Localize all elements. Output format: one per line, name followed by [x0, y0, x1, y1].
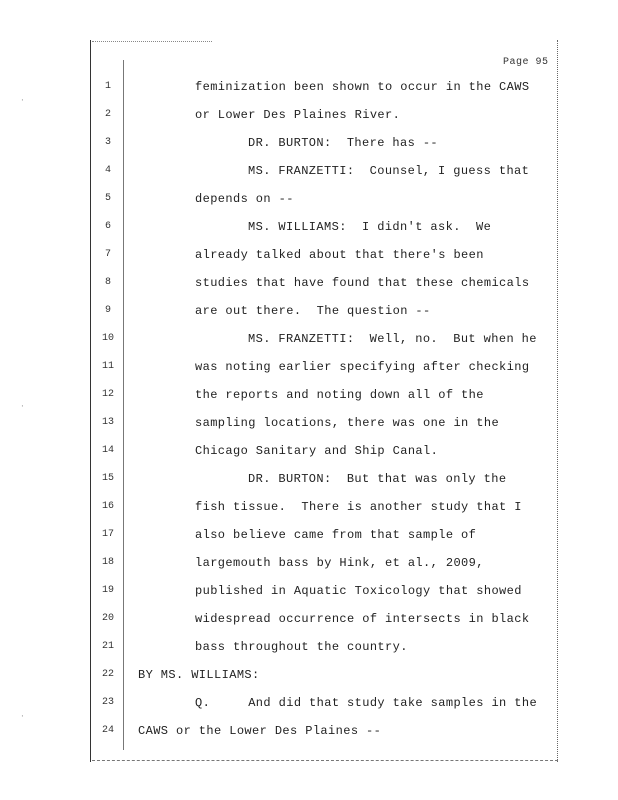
line-number-gutter — [123, 60, 124, 750]
line-number: 22 — [101, 669, 114, 680]
line-number: 24 — [101, 725, 114, 736]
hole-punch-mark: · — [20, 402, 25, 411]
line-number: 13 — [101, 417, 114, 428]
line-number: 11 — [101, 361, 114, 372]
transcript-line: Q. And did that study take samples in the — [195, 696, 538, 710]
line-number: 7 — [104, 249, 111, 260]
line-number: 18 — [101, 557, 114, 568]
line-number: 8 — [104, 277, 111, 288]
line-number: 20 — [101, 613, 114, 624]
transcript-line: widespread occurrence of intersects in black — [195, 612, 530, 626]
line-number: 9 — [104, 305, 111, 316]
transcript-line: was noting earlier specifying after checking — [195, 360, 530, 374]
line-number: 15 — [101, 473, 114, 484]
transcript-line: sampling locations, there was one in the — [195, 416, 500, 430]
hole-punch-mark: · — [20, 96, 25, 105]
transcript-line: Chicago Sanitary and Ship Canal. — [195, 444, 439, 458]
line-number: 10 — [101, 333, 114, 344]
transcript-line: MS. WILLIAMS: I didn't ask. We — [248, 220, 492, 234]
line-number: 16 — [101, 501, 114, 512]
transcript-line: already talked about that there's been — [195, 248, 484, 262]
line-number: 3 — [104, 137, 111, 148]
line-number: 4 — [104, 165, 111, 176]
transcript-line: also believe came from that sample of — [195, 528, 477, 542]
transcript-line: CAWS or the Lower Des Plaines -- — [138, 724, 382, 738]
transcript-line: DR. BURTON: But that was only the — [248, 472, 507, 486]
transcript-line: depends on -- — [195, 192, 294, 206]
page-number: Page 95 — [503, 57, 549, 68]
top-rule — [92, 41, 212, 43]
transcript-line: studies that have found that these chemicals — [195, 276, 530, 290]
hole-punch-mark: · — [20, 712, 25, 721]
line-number: 5 — [104, 193, 111, 204]
line-number: 19 — [101, 585, 114, 596]
transcript-line: BY MS. WILLIAMS: — [138, 668, 260, 682]
transcript-line: or Lower Des Plaines River. — [195, 108, 401, 122]
line-number: 12 — [101, 389, 114, 400]
line-number: 21 — [101, 641, 114, 652]
line-number: 1 — [104, 81, 111, 92]
transcript-line: are out there. The question -- — [195, 304, 431, 318]
transcript-line: bass throughout the country. — [195, 640, 408, 654]
transcript-line: the reports and noting down all of the — [195, 388, 484, 402]
transcript-line: largemouth bass by Hink, et al., 2009, — [195, 556, 484, 570]
line-number: 2 — [104, 109, 111, 120]
line-number: 17 — [101, 529, 114, 540]
line-number: 14 — [101, 445, 114, 456]
line-number: 6 — [104, 221, 111, 232]
transcript-line: feminization been shown to occur in the CAWS — [195, 80, 530, 94]
transcript-line: published in Aquatic Toxicology that showed — [195, 584, 522, 598]
line-number: 23 — [101, 697, 114, 708]
transcript-line: MS. FRANZETTI: Well, no. But when he — [248, 332, 537, 346]
bottom-rule — [92, 760, 558, 761]
transcript-line: MS. FRANZETTI: Counsel, I guess that — [248, 164, 530, 178]
transcript-line: fish tissue. There is another study that I — [195, 500, 522, 514]
transcript-line: DR. BURTON: There has -- — [248, 136, 439, 150]
